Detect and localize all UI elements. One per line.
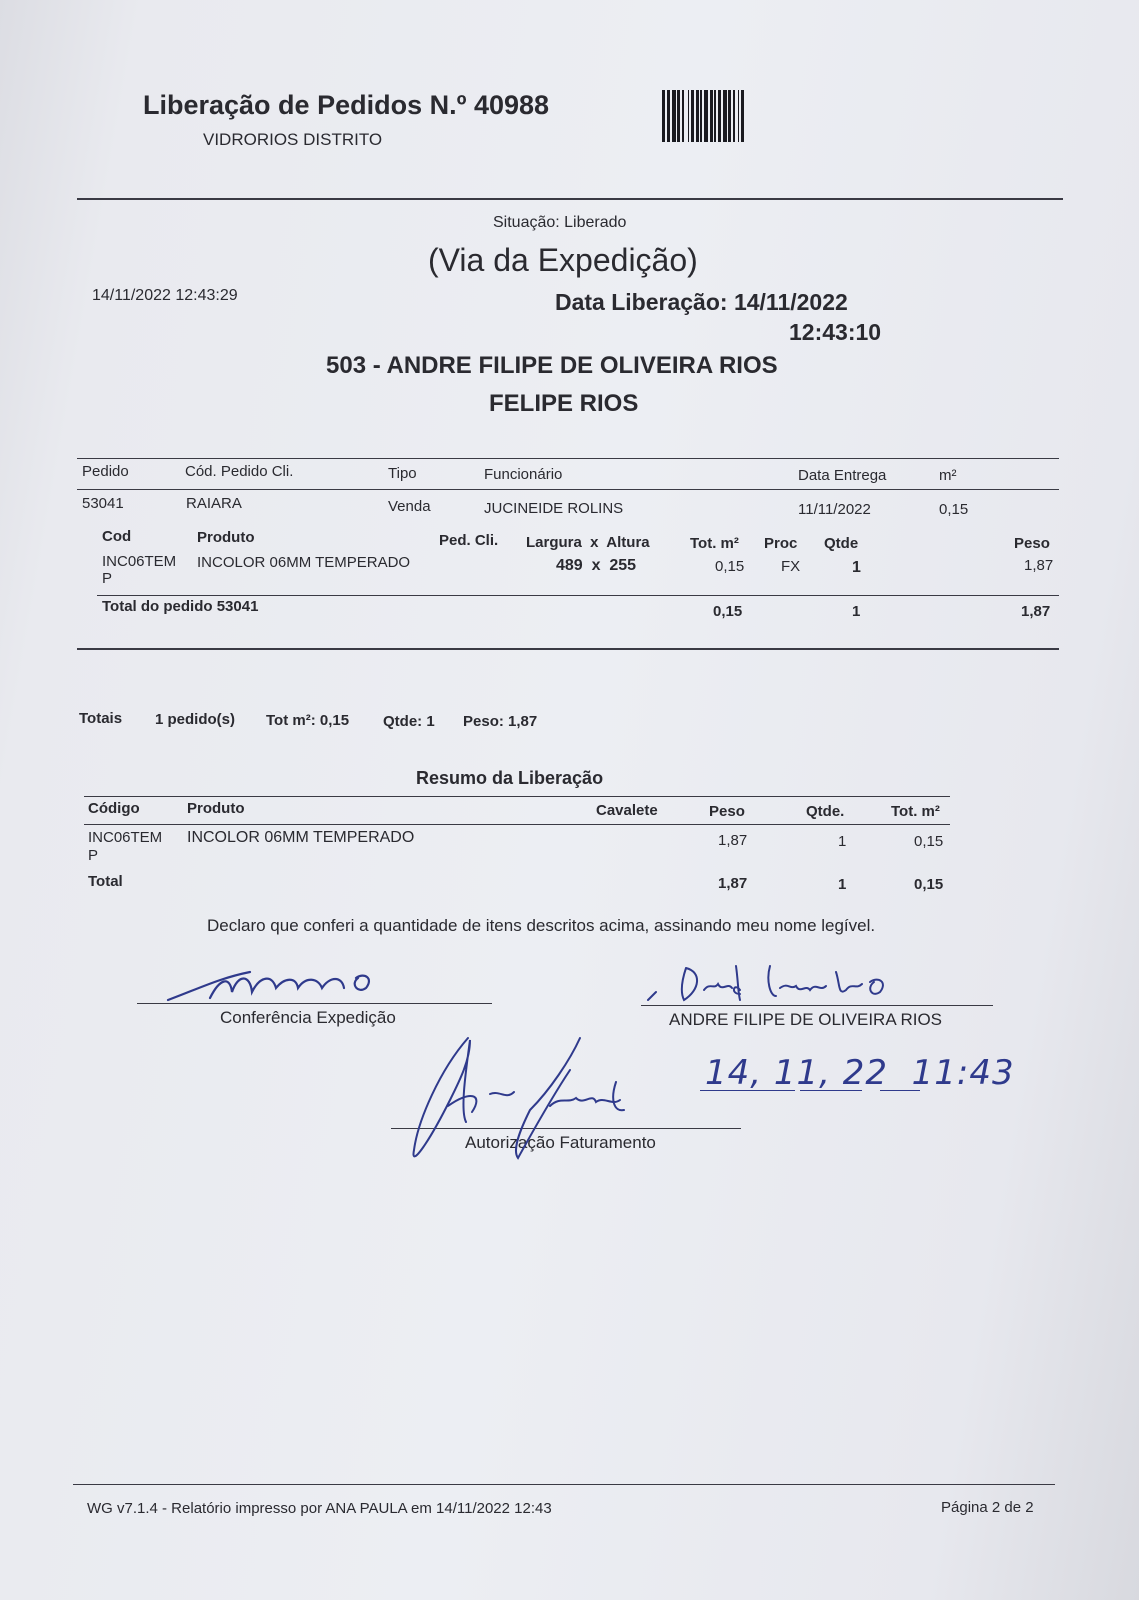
barcode-bar	[741, 90, 744, 142]
resumo-header-tot-m2: Tot. m²	[891, 803, 940, 820]
col-header-cod-pedido-cli: Cód. Pedido Cli.	[185, 463, 294, 480]
col-header-funcionario: Funcionário	[484, 466, 563, 483]
footer-printed-by: WG v7.1.4 - Relatório impresso por ANA PAULA em 14/11/2022 12:43	[87, 1500, 552, 1517]
resumo-peso: 1,87	[718, 832, 748, 849]
totais-tot-m2: Tot m²: 0,15	[266, 712, 350, 729]
totais-qtde: Qtde: 1	[383, 713, 435, 730]
handwritten-date: 14, 11, 22 11:43	[705, 1053, 1015, 1093]
barcode	[662, 90, 837, 142]
resumo-total-peso: 1,87	[718, 875, 748, 892]
item-header-cod: Cod	[102, 528, 132, 545]
col-header-m2: m²	[939, 467, 957, 484]
resumo-codigo: INC06TEM	[88, 829, 163, 846]
signature-conferencia	[160, 958, 390, 1008]
order-tipo: Venda	[388, 498, 431, 515]
order-cod-pedido-cli: RAIARA	[186, 495, 242, 512]
printed-datetime: 14/11/2022 12:43:29	[92, 287, 238, 304]
col-header-tipo: Tipo	[388, 465, 417, 482]
client-signature-label: ANDRE FILIPE DE OLIVEIRA RIOS	[669, 1010, 943, 1029]
item-produto: INCOLOR 06MM TEMPERADO	[197, 554, 411, 571]
company-name: VIDRORIOS DISTRITO	[203, 130, 383, 149]
order-data-entrega: 11/11/2022	[798, 501, 871, 518]
handwritten-underline	[800, 1090, 862, 1091]
item-header-largura-altura: Largura x Altura	[526, 534, 650, 551]
conferencia-label: Conferência Expedição	[220, 1008, 396, 1027]
item-tot-m2: 0,15	[715, 558, 745, 575]
item-header-tot-m2: Tot. m²	[690, 535, 739, 552]
divider	[77, 198, 1063, 200]
resumo-tot-m2: 0,15	[914, 833, 944, 850]
data-liberacao-time: 12:43:10	[789, 319, 882, 345]
order-total-label: Total do pedido 53041	[102, 598, 259, 615]
autorizacao-label: Autorização Faturamento	[465, 1133, 656, 1152]
resumo-title: Resumo da Liberação	[416, 768, 604, 788]
signature-client	[640, 960, 910, 1010]
resumo-header-qtde: Qtde.	[806, 803, 845, 820]
client-alias: FELIPE RIOS	[489, 390, 639, 417]
signature-autorizacao	[400, 1030, 660, 1170]
item-header-peso: Peso	[1014, 535, 1050, 552]
footer-divider	[73, 1484, 1055, 1485]
item-header-ped-cli: Ped. Cli.	[439, 532, 499, 549]
resumo-total-label: Total	[88, 873, 123, 890]
order-pedido: 53041	[82, 495, 124, 512]
handwritten-underline	[700, 1090, 795, 1091]
divider	[84, 796, 950, 797]
item-header-proc: Proc	[764, 535, 798, 552]
resumo-total-qtde: 1	[838, 876, 847, 893]
totais-label: Totais	[79, 710, 123, 727]
resumo-header-produto: Produto	[187, 800, 245, 817]
item-cod: INC06TEM	[102, 553, 177, 570]
item-cod-cont: P	[102, 570, 113, 587]
resumo-qtde: 1	[838, 833, 847, 850]
totais-peso: Peso: 1,87	[463, 713, 538, 730]
resumo-total-tot-m2: 0,15	[914, 876, 944, 893]
order-total-peso: 1,87	[1021, 603, 1051, 620]
item-header-produto: Produto	[197, 529, 255, 546]
item-dims: 489 x 255	[556, 557, 637, 574]
declaration-text: Declaro que conferi a quantidade de itens descritos acima, assinando meu nome legível.	[207, 916, 876, 935]
divider	[77, 458, 1059, 459]
item-peso: 1,87	[1024, 557, 1054, 574]
resumo-header-codigo: Código	[88, 800, 140, 817]
order-total-m2: 0,15	[713, 603, 743, 620]
item-header-qtde: Qtde	[824, 535, 859, 552]
order-m2: 0,15	[939, 501, 969, 518]
data-liberacao: Data Liberação: 14/11/2022	[555, 289, 848, 315]
status-situacao: Situação: Liberado	[493, 214, 627, 231]
order-funcionario: JUCINEIDE ROLINS	[484, 500, 624, 517]
divider	[77, 489, 1059, 490]
divider	[77, 648, 1059, 650]
document-title: Liberação de Pedidos N.º 40988	[143, 90, 550, 120]
totais-pedidos: 1 pedido(s)	[155, 711, 236, 728]
item-qtde: 1	[852, 559, 861, 576]
divider	[84, 824, 950, 825]
via-title: (Via da Expedição)	[428, 242, 698, 278]
resumo-header-peso: Peso	[709, 803, 745, 820]
resumo-produto: INCOLOR 06MM TEMPERADO	[187, 829, 415, 846]
order-total-qtde: 1	[852, 603, 861, 620]
col-header-pedido: Pedido	[82, 463, 129, 480]
handwritten-underline	[880, 1090, 920, 1091]
resumo-header-cavalete: Cavalete	[596, 802, 658, 819]
footer-page-number: Página 2 de 2	[941, 1499, 1034, 1516]
col-header-data-entrega: Data Entrega	[798, 467, 887, 484]
divider	[97, 595, 1059, 596]
item-proc: FX	[781, 558, 801, 575]
resumo-codigo-cont: P	[88, 847, 99, 864]
client-name: 503 - ANDRE FILIPE DE OLIVEIRA RIOS	[326, 352, 778, 379]
